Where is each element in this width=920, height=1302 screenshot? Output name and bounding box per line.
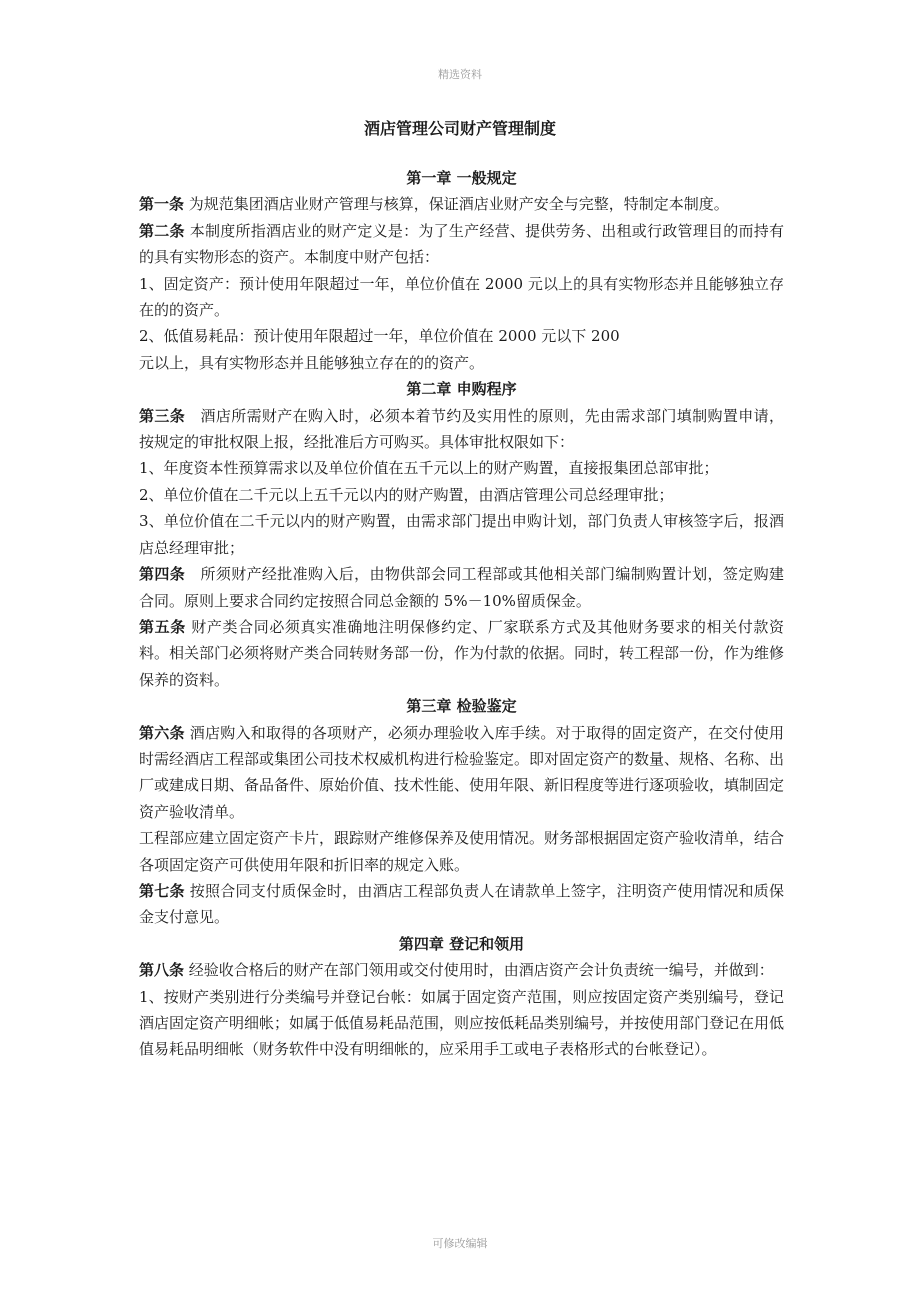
list-item: 2、低值易耗品：预计使用年限超过一年，单位价值在 2000 元以下 200: [139, 327, 620, 346]
article-text: 财产类合同必须真实准确地注明保修约定、厂家联系方式及其他财务要求的相关付款资料。相关部门必须将财产类合同转财务部一份，作为付款的依据。同时，转工程部一份，作为维修保养的资料。: [139, 617, 785, 689]
list-item: 3、单位价值在二千元以内的财产购置，由需求部门提出申购计划，部门负责人审核签字后，报酒店总经理审批；: [139, 512, 784, 557]
list-item: 1、固定资产：预计使用年限超过一年，单位价值在 2000 元以上的具有实物形态并且能够独立存在的的资产。: [139, 274, 784, 320]
article-text: 为规范集团酒店业财产管理与核算，保证酒店业财产安全与完整，特制定本制度。: [184, 195, 729, 214]
article-number: 第五条: [139, 617, 186, 636]
article-8: [139, 957, 784, 983]
list-item: 1、年度资本性预算需求以及单位价值在五千元以上的财产购置，直接报集团总部审批；: [139, 459, 719, 478]
article-number: 第三条: [139, 406, 186, 425]
article-number: 第二条: [139, 221, 185, 240]
article-5: [139, 614, 784, 693]
paragraph: 工程部应建立固定资产卡片，跟踪财产维修保养及使用情况。财务部根据固定资产验收清单，结合各项固定资产可供使用年限和折旧率的规定入账。: [139, 829, 785, 874]
document-title: 酒店管理公司财产管理制度: [363, 119, 556, 138]
chapter-heading-1: 第一章 一般规定: [406, 169, 517, 187]
article-number: 第七条: [139, 881, 185, 900]
article-text: 经验收合格后的财产在部门领用或交付使用时，由酒店资产会计负责统一编号，并做到：: [184, 961, 774, 980]
chapter-heading-2: 第二章 申购程序: [406, 380, 517, 399]
article-3: [139, 403, 784, 456]
article-2: [139, 218, 784, 271]
article-number: 第六条: [139, 723, 185, 742]
list-item: 1、按财产类别进行分类编号并登记台帐：如属于固定资产范围，则应按固定资产类别编号，登记酒店固定资产明细帐；如属于低值易耗品范围，则应按低耗品类别编号，并按使用部门登记在用低值易耗品明细帐（财务软件中没有明细帐的，应采用手工或电子表格形式的台帐登记）。: [139, 987, 785, 1059]
chapter-heading-4: 第四章 登记和领用: [398, 934, 525, 953]
article-text: 酒店所需财产在购入时，必须本着节约及实用性的原则，先由需求部门填制购置申请，按规定的审批权限上报，经批准后方可购买。具体审批权限如下：: [139, 406, 784, 452]
article-number: 第八条: [139, 961, 185, 980]
article-text: 本制度所指酒店业的财产定义是：为了生产经营、提供劳务、出租或行政管理目的而持有的具有实物形态的资产。本制度中财产包括：: [139, 221, 784, 267]
article-text: 酒店购入和取得的各项财产，必须办理验收入库手续。对于取得的固定资产，在交付使用时需经酒店工程部或集团公司技术权威机构进行检验鉴定。即对固定资产的数量、规格、名称、出厂或建成日期、备品备件、原始价值、技术性能、使用年限、新旧程度等进行逐项验收，填制固定资产验收清单。: [139, 723, 785, 821]
article-number: 第四条: [139, 565, 186, 584]
document-body: [139, 165, 784, 1063]
article-number: 第一条: [139, 195, 185, 214]
article-4: [139, 561, 784, 614]
header-note: 精选资料: [438, 68, 482, 81]
chapter-heading-3: 第三章 检验鉴定: [406, 697, 517, 716]
list-item: 2、单位价值在二千元以上五千元以内的财产购置，由酒店管理公司总经理审批；: [139, 485, 674, 504]
article-1: [139, 191, 784, 217]
article-text: 按照合同支付质保金时，由酒店工程部负责人在请款单上签字，注明资产使用情况和质保金支付意见。: [139, 881, 784, 927]
article-7: [139, 878, 784, 931]
article-6: [139, 720, 784, 826]
article-text: 所须财产经批准购入后，由物供部会同工程部或其他相关部门编制购置计划，签定购建合同。原则上要求合同约定按照合同总金额的 5%－10%留质保金。: [139, 565, 784, 610]
footer-note: 可修改编辑: [432, 1237, 488, 1250]
list-item-continued: 元以上，具有实物形态并且能够独立存在的的资产。: [139, 353, 485, 372]
